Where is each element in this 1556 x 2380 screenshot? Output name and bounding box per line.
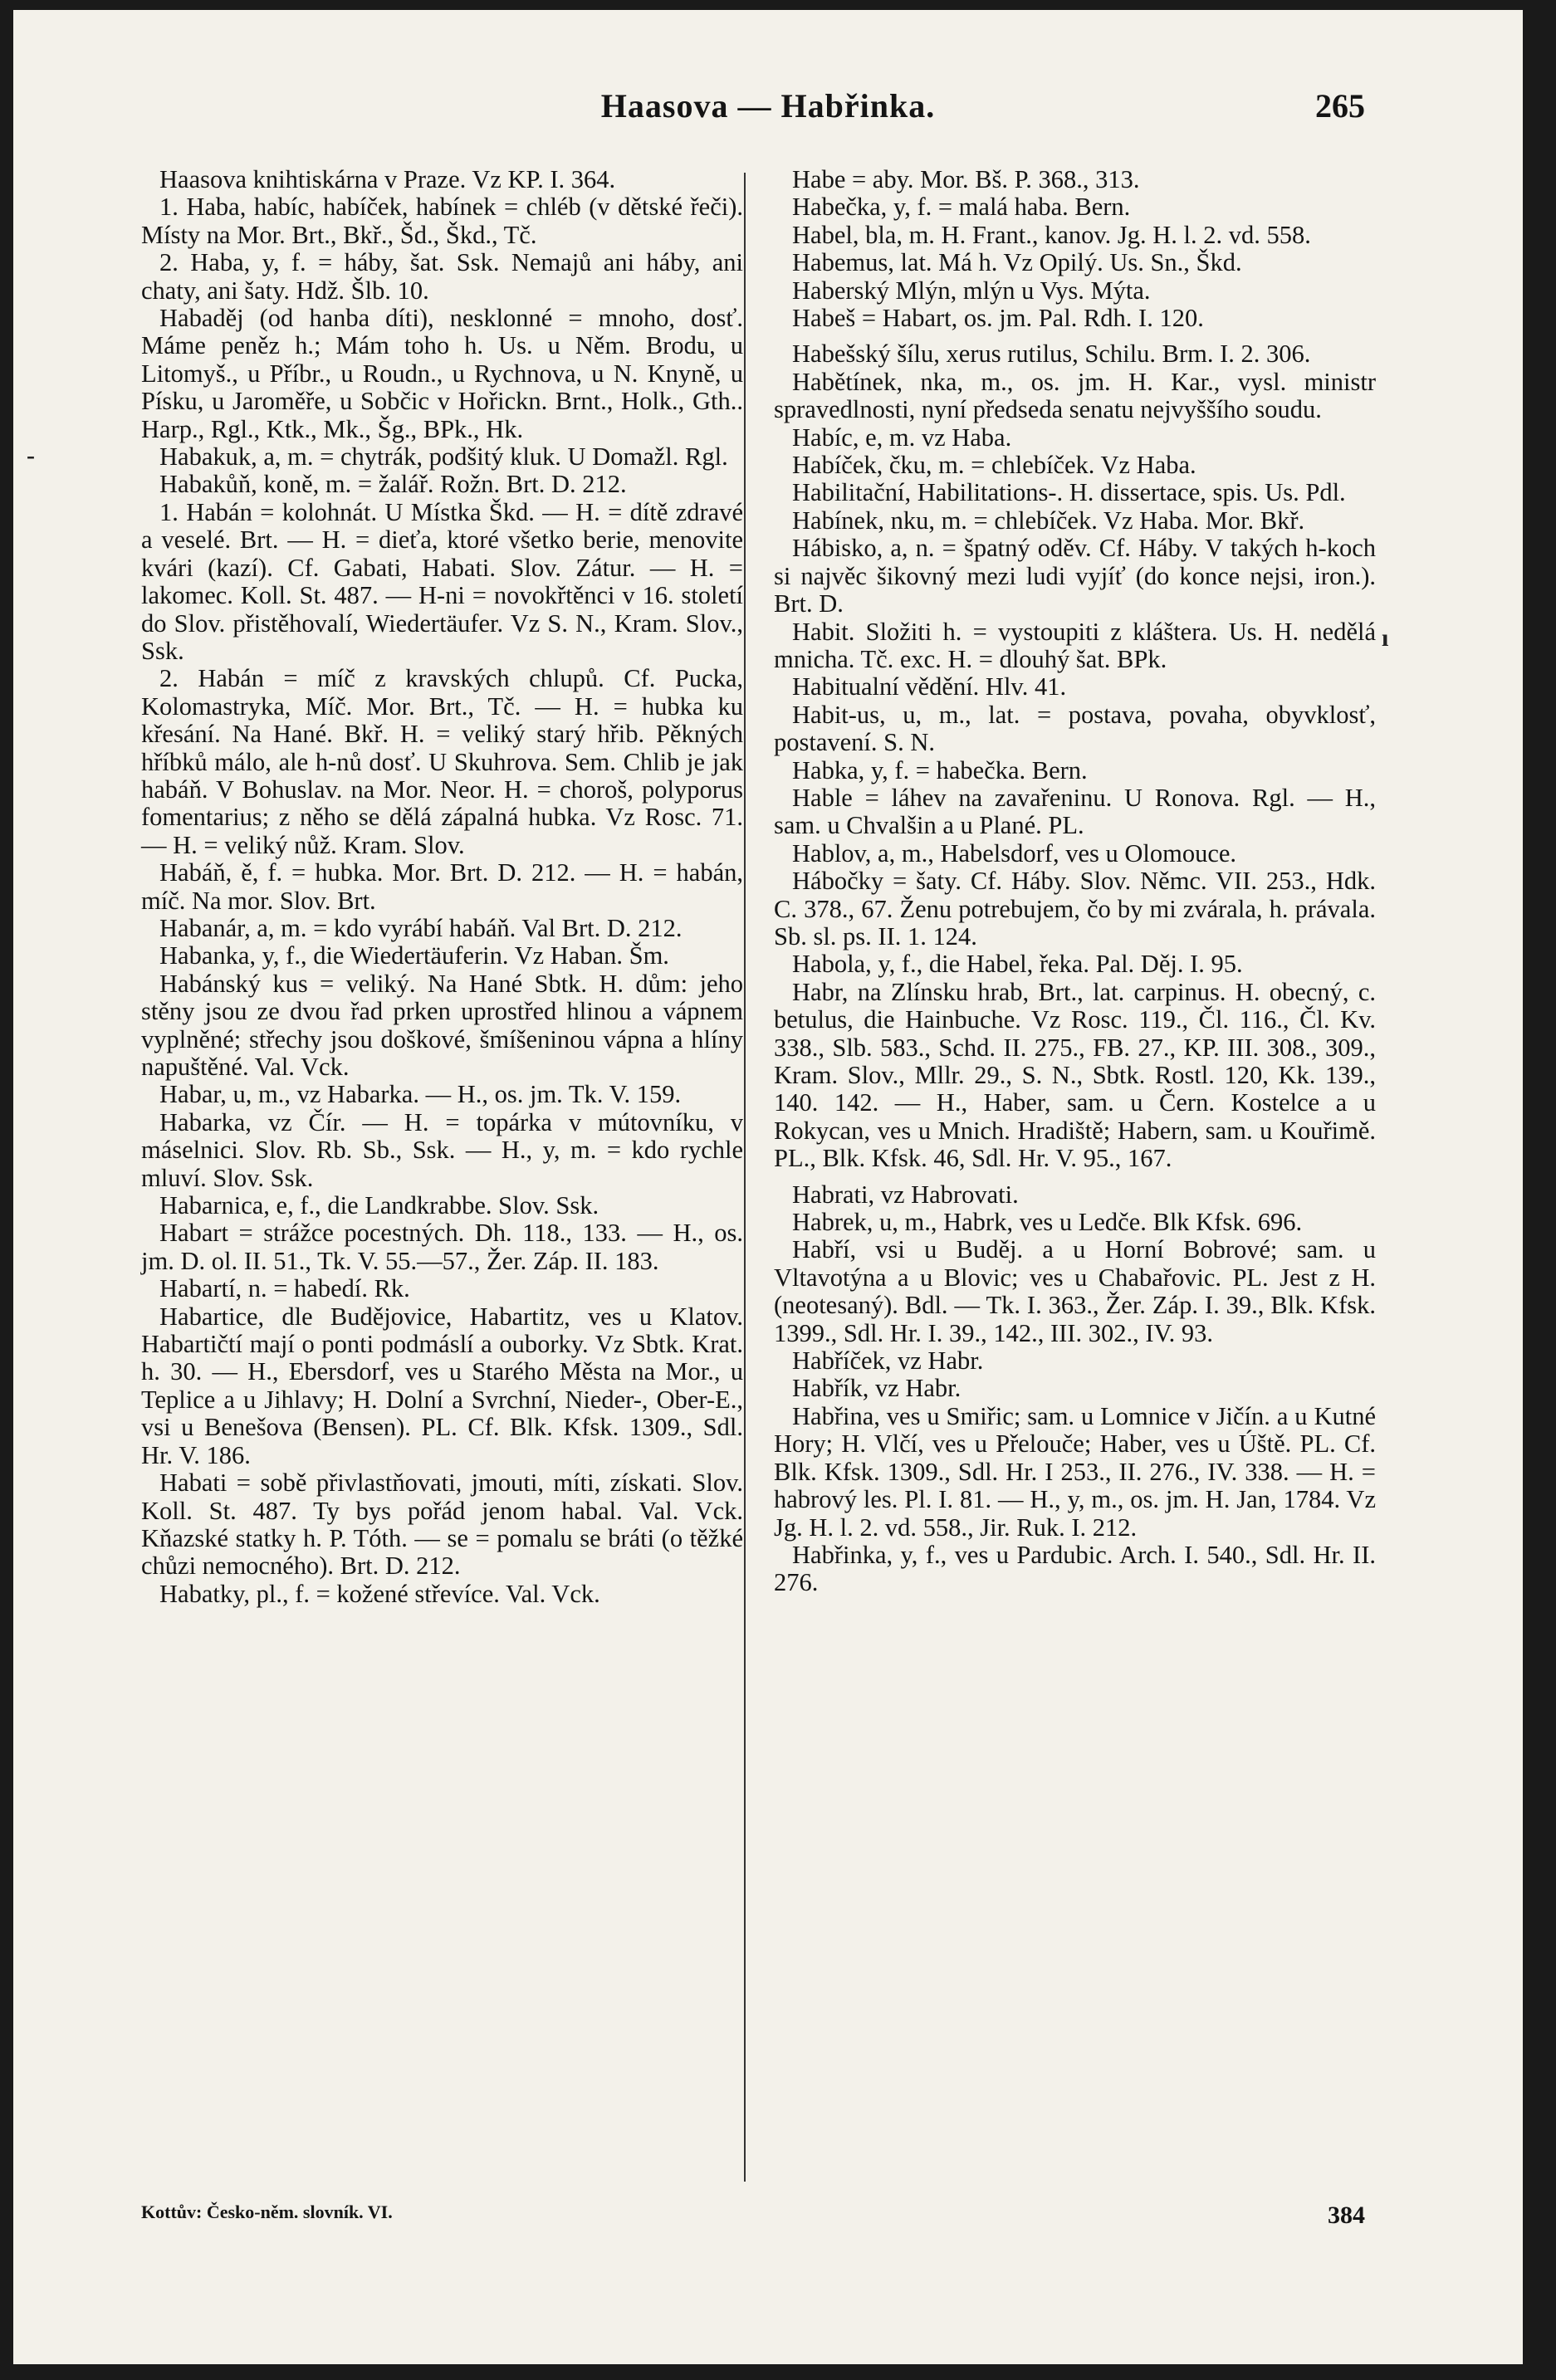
dictionary-entry: Habáň, ě, f. = hubka. Mor. Brt. D. 212. — H. = habán, míč. Na mor. Slov. Brt. [141,858,743,915]
dictionary-entry: Habrek, u, m., Habrk, ves u Ledče. Blk Kfsk. 696. [792,1208,1303,1237]
dictionary-entry: Habaděj (od hanba díti), nesklonné = mnoho, dosť. Máme peněz h.; Mám toho h. Us. u Něm. Brodu, u Litomyš., u Příbr., u Roudn., u Rychnova, u N. Knyně, u Písku, u Jaroměře, u Sobčic v Hořickn. Brnt., Holk., Gth.. Harp., Rgl., Ktk., Mk., Šg., BPk., Hk. [141,304,743,443]
dictionary-entry: Habit-us, u, m., lat. = postava, povaha, obyvklosť, postavení. S. N. [774,700,1376,757]
dictionary-entry: Habeš = Habart, os. jm. Pal. Rdh. I. 120. [792,304,1204,333]
dictionary-entry: Habr, na Zlínsku hrab, Brt., lat. carpinus. H. obecný, c. betulus, die Hainbuche. Vz Rosc. 119., Čl. 116., Čl. Kv. 338., Slb. 583., Schd. II. 275., FB. 27., KP. III. 308., 309., Kram. Slov., Mllr. 29., S. N., Sbtk. Rostl. 120, Kk. 139., 140. 142. — H., Haber, sam. u Čern. Kostelce a u Rokycan, ves u Mnich. Hradiště; Habern, sam. u Kouřimě. PL., Blk. Kfsk. 46, Sdl. Hr. V. 95., 167. [774,977,1376,1173]
margin-mark: - [27,442,35,469]
dictionary-entry: Habří, vsi u Buděj. a u Horní Bobrové; sam. u Vltavotýna a u Blovic; ves u Chabařovic. PL. Jest z H. (neotesaný). Bdl. — Tk. I. 363., Žer. Záp. I. 39., Blk. Kfsk. 1399., Sdl. Hr. I. 39., 142., III. 302., IV. 93. [774,1235,1376,1347]
dictionary-entry: Habanka, y, f., die Wiedertäuferin. Vz Haban. Šm. [159,941,669,970]
dictionary-entry: Habínek, nku, m. = chlebíček. Vz Haba. Mor. Bkř. [792,506,1305,535]
dictionary-entry: Habit. Složiti h. = vystoupiti z kláštera. Us. H. nedělá mnicha. Tč. exc. H. = dlouhý šat. BPk. [774,617,1376,673]
dictionary-entry: 1. Haba, habíc, habíček, habínek = chléb (v dětské řeči). Místy na Mor. Brt., Bkř., Šd., Škd., Tč. [141,193,743,249]
dictionary-entry: Habarnica, e, f., die Landkrabbe. Slov. Ssk. [159,1191,599,1220]
dictionary-entry: Habar, u, m., vz Habarka. — H., os. jm. Tk. V. 159. [159,1080,682,1109]
dictionary-entry: Habříček, vz Habr. [792,1346,984,1376]
dictionary-entry: Hablov, a, m., Habelsdorf, ves u Olomouce. [792,838,1237,867]
dictionary-entry: Habíček, čku, m. = chlebíček. Vz Haba. [792,451,1196,480]
sheet-number: 384 [1328,2202,1365,2229]
dictionary-entry: Hábočky = šaty. Cf. Háby. Slov. Němc. VII. 253., Hdk. C. 378., 67. Ženu potrebujem, čo by mi zvárala, h. právala. Sb. sl. ps. II. 1. 124. [774,867,1376,951]
left-column [141,166,743,1608]
dictionary-entry: Habe = aby. Mor. Bš. P. 368., 313. [792,165,1140,193]
right-column [774,166,1376,1597]
dictionary-entry: Habartí, n. = habedí. Rk. [159,1274,410,1303]
dictionary-entry: Habřina, ves u Smiřic; sam. u Lomnice v Jičín. a u Kutné Hory; H. Vlčí, ves u Přelouče; Haber, ves u Úště. PL. Cf. Blk. Kfsk. 1309., Sdl. Hr. I 253., II. 276., IV. 338. — H. = habrový les. Pl. I. 81. — H., y, m., os. jm. H. Jan, 1784. Vz Jg. H. l. 2. vd. 558., Jir. Ruk. I. 212. [774,1401,1376,1542]
dictionary-entry: 1. Habán = kolohnát. U Místka Škd. — H. = dítě zdravé a veselé. Brt. — H. = dieťa, ktoré všetko berie, menovite kvári (kazí). Cf. Gabati, Habati. Slov. Zátur. — H. = lakomec. Koll. St. 487. — H-ni = novokřtěnci v 16. století do Slov. přistěhovalí, Wiedertäufer. Vz S. N., Kram. Slov., Ssk. [141,497,743,665]
dictionary-entry: Habartice, dle Budějovice, Habartitz, ves u Klatov. Habartičtí mají o ponti podmáslí a ouborky. Vz Sbtk. Krat. h. 30. — H., Ebersdorf, ves u Starého Města na Mor., u Teplice a u Jihlavy; H. Dolní a Svrchní, Nieder-, Ober-E., vsi u Benešova (Bensen). PL. Cf. Blk. Kfsk. 1309., Sdl. Hr. V. 186. [141,1302,743,1469]
dictionary-entry: 2. Haba, y, f. = háby, šat. Ssk. Nemajů ani háby, ani chaty, ani šaty. Hdž. Šlb. 10. [141,248,743,305]
column-divider [744,173,746,2182]
dictionary-entry: Hábisko, a, n. = špatný oděv. Cf. Háby. V takých h-koch si najvěc šikovný mezi ludi vyjíť (do konce nejsi, iron.). Brt. D. [774,534,1376,618]
page-number: 265 [1315,87,1365,125]
footer-signature: Kottův: Česko-něm. slovník. VI. [141,2202,393,2222]
dictionary-page [13,10,1523,2364]
page-header [13,86,1523,136]
margin-mark: ı [1382,624,1389,652]
dictionary-entry: Habola, y, f., die Habel, řeka. Pal. Děj. I. 95. [792,950,1243,979]
dictionary-entry: 2. Habán = míč z kravských chlupů. Cf. Pucka, Kolomastryka, Míč. Mor. Brt., Tč. — H. = hubka ku křesání. Na Hané. Bkř. H. = veliký starý hřib. Pěkných hříbků málo, ale h-nů dosť. U Skuhrova. Sem. Chlib je jak habáň. V Bohuslav. na Mor. Neor. H. = choroš, polyporus fomentarius; z něho se dělá zápalná hubka. Vz Rosc. 71. — H. = veliký nůž. Kram. Slov. [141,664,743,859]
page-footer [141,2202,1365,2235]
dictionary-entry: Habanár, a, m. = kdo vyrábí habáň. Val Brt. D. 212. [159,913,683,942]
dictionary-entry: Haasova knihtiskárna v Praze. Vz KP. I. 364. [159,165,616,193]
dictionary-entry: Habka, y, f. = habečka. Bern. [792,755,1088,784]
dictionary-entry: Habíc, e, m. vz Haba. [792,423,1012,452]
dictionary-entry: Habatky, pl., f. = kožené střevíce. Val. Vck. [159,1579,600,1608]
dictionary-entry: Haberský Mlýn, mlýn u Vys. Mýta. [792,276,1151,305]
dictionary-entry: Habřík, vz Habr. [792,1374,961,1403]
dictionary-entry: Habřinka, y, f., ves u Pardubic. Arch. I. 540., Sdl. Hr. II. 276. [774,1540,1376,1597]
dictionary-entry: Habart = strážce pocestných. Dh. 118., 133. — H., os. jm. D. ol. II. 51., Tk. V. 55.—57., Žer. Záp. II. 183. [141,1219,743,1275]
dictionary-entry: Habešský šílu, xerus rutilus, Schilu. Brm. I. 2. 306. [792,340,1311,369]
dictionary-entry: Habánský kus = veliký. Na Hané Sbtk. H. dům: jeho stěny jsou ze dvou řad prken uprostřed hlinou a vápnem vyplněné; střechy jsou doškové, šmíšeninou vápna a hlíny napuštěné. Val. Vck. [141,969,743,1081]
running-head: Haasova — Habřinka. [600,87,936,125]
dictionary-entry: Habarka, vz Čír. — H. = topárka v mútovníku, v máselnici. Slov. Rb. Sb., Ssk. — H., y, m. = kdo rychle mluví. Slov. Ssk. [141,1107,743,1192]
dictionary-entry: Habrati, vz Habrovati. [792,1180,1019,1209]
dictionary-entry: Habakuk, a, m. = chytrák, podšitý kluk. U Domažl. Rgl. [159,442,728,472]
dictionary-entry: Hable = láhev na zavařeninu. U Ronova. Rgl. — H., sam. u Chvalšin a u Plané. PL. [774,783,1376,840]
dictionary-entry: Habitualní vědění. Hlv. 41. [792,672,1067,701]
dictionary-entry: Habemus, lat. Má h. Vz Opilý. Us. Sn., Škd. [792,248,1242,277]
dictionary-entry: Habětínek, nka, m., os. jm. H. Kar., vysl. ministr spravedlnosti, nyní předseda senatu nejvyššího soudu. [774,367,1376,424]
dictionary-entry: Habečka, y, f. = malá haba. Bern. [792,193,1131,222]
dictionary-entry: Habilitační, Habilitations-. H. dissertace, spis. Us. Pdl. [792,478,1346,507]
dictionary-entry: Habati = sobě přivlastňovati, jmouti, míti, získati. Slov. Koll. St. 487. Ty bys pořád jenom habal. Val. Vck. Kňazské statky h. P. Tóth. — se = pomalu se bráti (o těžké chůzi nemocného). Brt. D. 212. [141,1469,743,1581]
dictionary-entry: Habakůň, koně, m. = žalář. Rožn. Brt. D. 212. [159,470,627,499]
dictionary-entry: Habel, bla, m. H. Frant., kanov. Jg. H. l. 2. vd. 558. [792,220,1311,249]
